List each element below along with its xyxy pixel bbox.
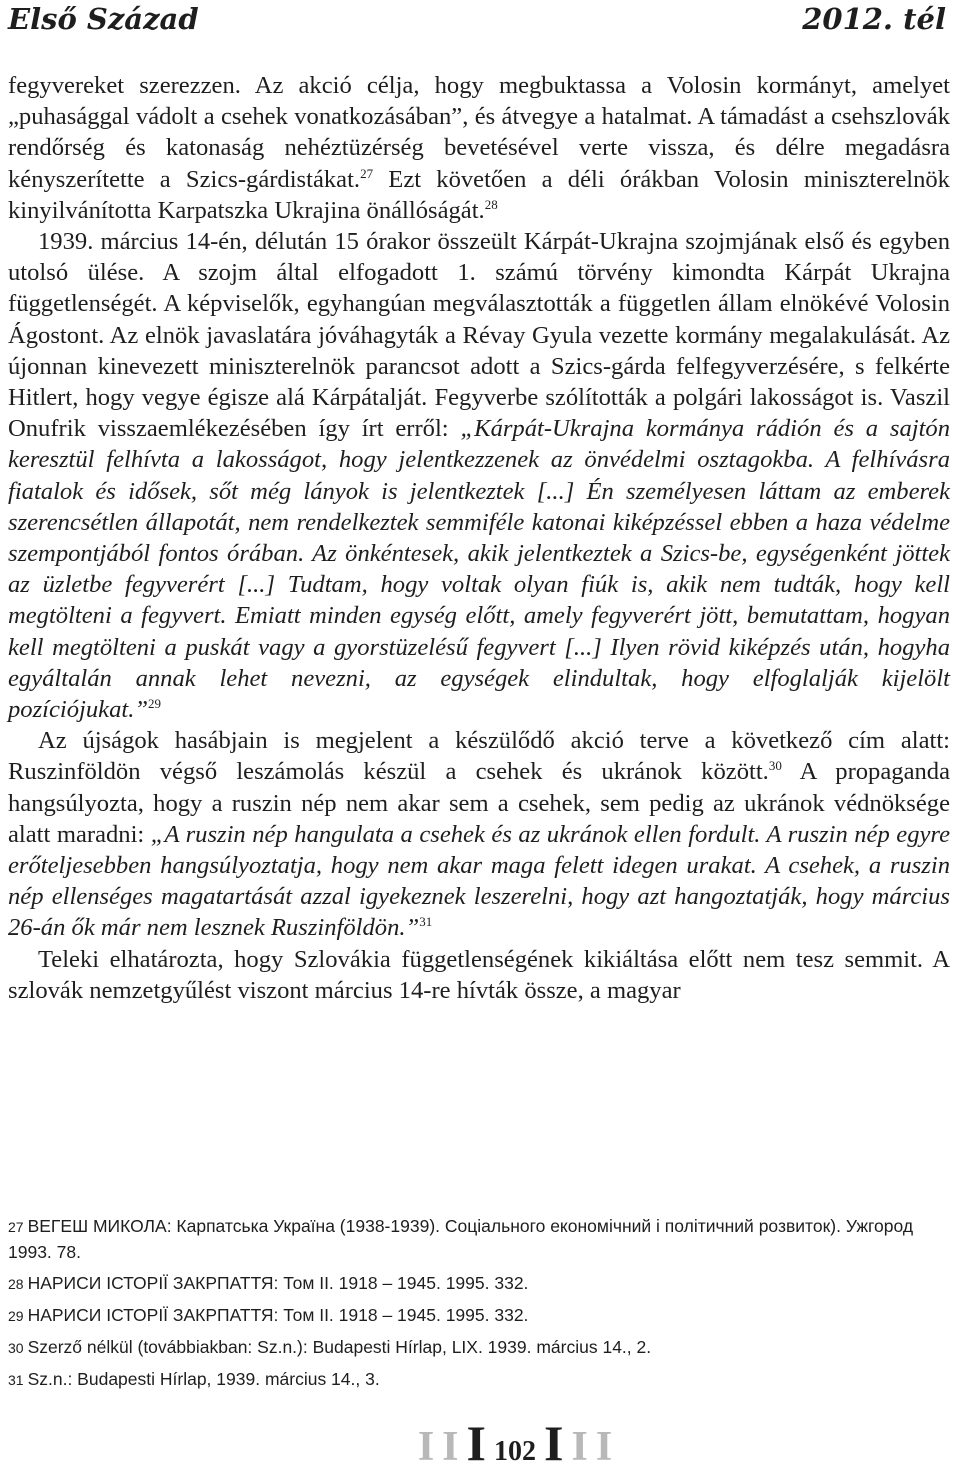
footnote-31 xyxy=(8,1367,950,1393)
folio-bar-icon: I xyxy=(544,1415,564,1471)
footnote-number: 31 xyxy=(8,1372,24,1388)
folio-bar-icon: I xyxy=(466,1415,486,1471)
footnote-text: Sz.n.: Budapesti Hírlap, 1939. március 14., 3. xyxy=(27,1369,380,1389)
footnote-number: 30 xyxy=(8,1340,24,1356)
paragraph-1: fegyvereket szerezzen. Az akció célja, hogy megbuktassa a Volosin kormányt, amelyet „puhasággal vádolt a csehek vonatkozásában”, és átvegye a hatalmat. A támadást a csehszlovák rendőrség és katonaság nehéztüzérség bevetésével verte vissza, és délre megadásra kényszerítette a Szics-gárdistákat.$^{27}$ Ezt követően a déli órákban Volosin miniszterelnök kinyilvánította Karpatszka Ukrajina önállóságát.$^{28}$ xyxy=(8,72,950,224)
footnote-text: Szerző nélkül (továbbiakban: Sz.n.): Budapesti Hírlap, LIX. 1939. március 14., 2. xyxy=(27,1337,652,1357)
paragraph-2: 1939. március 14-én, délután 15 órakor összeült Kárpát-Ukrajna szojmjának első és egyben utolsó ülése. A szojm által elfogadott 1. számú törvény kimondta Kárpát Ukrajna függetlenségét. A képviselők, egyhangúan megválasztották a független állam elnökévé Volosin Ágostont. Az elnök javaslatára jóváhagyták a Révay Gyula vezette kormány megalakulását. Az újonnan kinevezett miniszterelnök parancsot adott a Szics-gárda felfegyverzésére, s felkérte Hitlert, hogy vegye égisze alá Kárpátalját. Fegyverbe szólították a polgári lakosságot is. Vaszil Onufrik visszaemlékezésében így írt erről: „Kárpát-Ukrajna kormánya rádión és a sajtón keresztül felhívta a lakosságot, hogy jelentkezzenek az önvédelmi osztagokba. A felhívásra fiatalok és idősek, sőt még lányok is jelentkeztek [...] Én személyesen láttam az emberek szerencsétlen állapotát, nem rendelkeztek semmiféle katonai kiképzéssel ebben a haza védelme szempontjából fontos órában. Az önkéntesek, akik jelentkeztek a Szics-be, egységenként jöttek az üzletbe fegyverért [...] Tudtam, hogy voltak olyan fiúk is, akik nem tudták, hogy kell megtölteni a fegyvert. Emiatt minden egység előtt, amely fegyverért jött, bemutattam, hogyan kell megtölteni a puskát vagy a gyorstüzelésű fegyvert [...] Ilyen rövid kiképzés után, hogyha egyáltalán annak lehet nevezni, az egységek elindultak, hogy elfoglalják kijelölt pozíciójukat.”$^{29}$ xyxy=(8,228,950,724)
issue-label: 2012. tél xyxy=(802,2,946,36)
footnote-28 xyxy=(8,1271,950,1297)
footnote-text: НАРИСИ ІСТОРІЇ ЗАКРПАТТЯ: Том II. 1918 – 1945. 1995. 332. xyxy=(27,1273,529,1293)
running-head xyxy=(8,0,946,44)
footnote-number: 28 xyxy=(8,1276,24,1292)
footnote-number: 27 xyxy=(8,1219,24,1235)
body-text xyxy=(8,70,950,1006)
paragraph-4: Teleki elhatározta, hogy Szlovákia függetlenségének kikiáltása előtt nem tesz semmit. A szlovák nemzetgyűlést viszont március 14-re hívták össze, a magyar xyxy=(8,945,950,1004)
page-number: 102 xyxy=(494,1436,536,1467)
folio-bar-icon: I xyxy=(571,1424,588,1470)
folio-bar-icon: I xyxy=(417,1424,435,1470)
folio-bar-icon: I xyxy=(595,1424,613,1470)
footnote-ref-31[interactable]: 31 xyxy=(419,914,433,930)
footnotes xyxy=(8,1214,950,1399)
footnote-29 xyxy=(8,1303,950,1329)
footnote-ref-28[interactable]: 28 xyxy=(484,196,498,212)
footnote-text: ВЕГЕШ МИКОЛА: Карпатська Україна (1938-1939). Соціального економічний і політичний розвиток). Ужгород 1993. 78. xyxy=(8,1216,914,1262)
footnote-30 xyxy=(8,1335,950,1361)
quote-onufrik: „Kárpát-Ukrajna kormánya rádión és a sajtón keresztül felhívta a lakosságot, hogy jelentkezzenek az önvédelmi osztagokba. A felhívásra fiatalok és idősek, sőt még lányok is jelentkeztek [...] Én személyesen láttam az emberek szerencsétlen állapotát, nem rendelkeztek semmiféle katonai kiképzéssel ebben a haza védelme szempontjából fontos órában. Az önkéntesek, akik jelentkeztek a Szics-be, egységenként jöttek az üzletbe fegyverért [...] Tudtam, hogy voltak olyan fiúk is, akik nem tudták, hogy kell megtölteni a fegyvert. Emiatt minden egység előtt, amely fegyverért jött, bemutattam, hogyan kell megtölteni a puskát vagy a gyorstüzelésű fegyvert [...] Ilyen rövid kiképzés után, hogyha egyáltalán annak lehet nevezni, az egységek elindultak, hogy elfoglalják kijelölt pozíciójukat.” xyxy=(8,415,950,724)
footnote-ref-29[interactable]: 29 xyxy=(148,696,162,712)
footnote-text: НАРИСИ ІСТОРІЇ ЗАКРПАТТЯ: Том II. 1918 – 1945. 1995. 332. xyxy=(27,1305,529,1325)
folio-bar-icon: I xyxy=(442,1424,459,1470)
quote-newspaper: „A ruszin nép hangulata a csehek és az ukránok ellen fordult. A ruszin nép egyre erőteljesebben hangsúlyoztatja, hogy nem akar maga felett idegen urakat. A csehek, a ruszin nép ellenséges magatartását azzal igyekeznek leszerelni, hogy azt hangoztatják, hogy március 26-án ők már nem lesznek Ruszinföldön.” xyxy=(8,820,950,942)
footnote-27 xyxy=(8,1214,950,1265)
footnote-ref-30[interactable]: 30 xyxy=(768,758,782,774)
footnote-ref-27[interactable]: 27 xyxy=(360,165,374,181)
page-folio xyxy=(0,1415,960,1471)
paragraph-3: Az újságok hasábjain is megjelent a készülődő akció terve a következő cím alatt: Ruszinföldön végső leszámolás készül a csehek és ukránok között.$^{30}$ A propaganda hangsúlyozta, hogy a ruszin nép nem akar sem a csehek, sem pedig az ukránok védnöksége alatt maradni: „A ruszin nép hangulata a csehek és az ukránok ellen fordult. A ruszin nép egyre erőteljesebben hangsúlyoztatja, hogy nem akar maga felett idegen urakat. A csehek, a ruszin nép ellenséges magatartását azzal igyekeznek leszerelni, hogy azt hangoztatják, hogy március 26-án ők már nem lesznek Ruszinföldön.”$^{31}$ xyxy=(8,727,950,942)
footnote-number: 29 xyxy=(8,1308,24,1324)
journal-title: Első Század xyxy=(8,2,199,36)
